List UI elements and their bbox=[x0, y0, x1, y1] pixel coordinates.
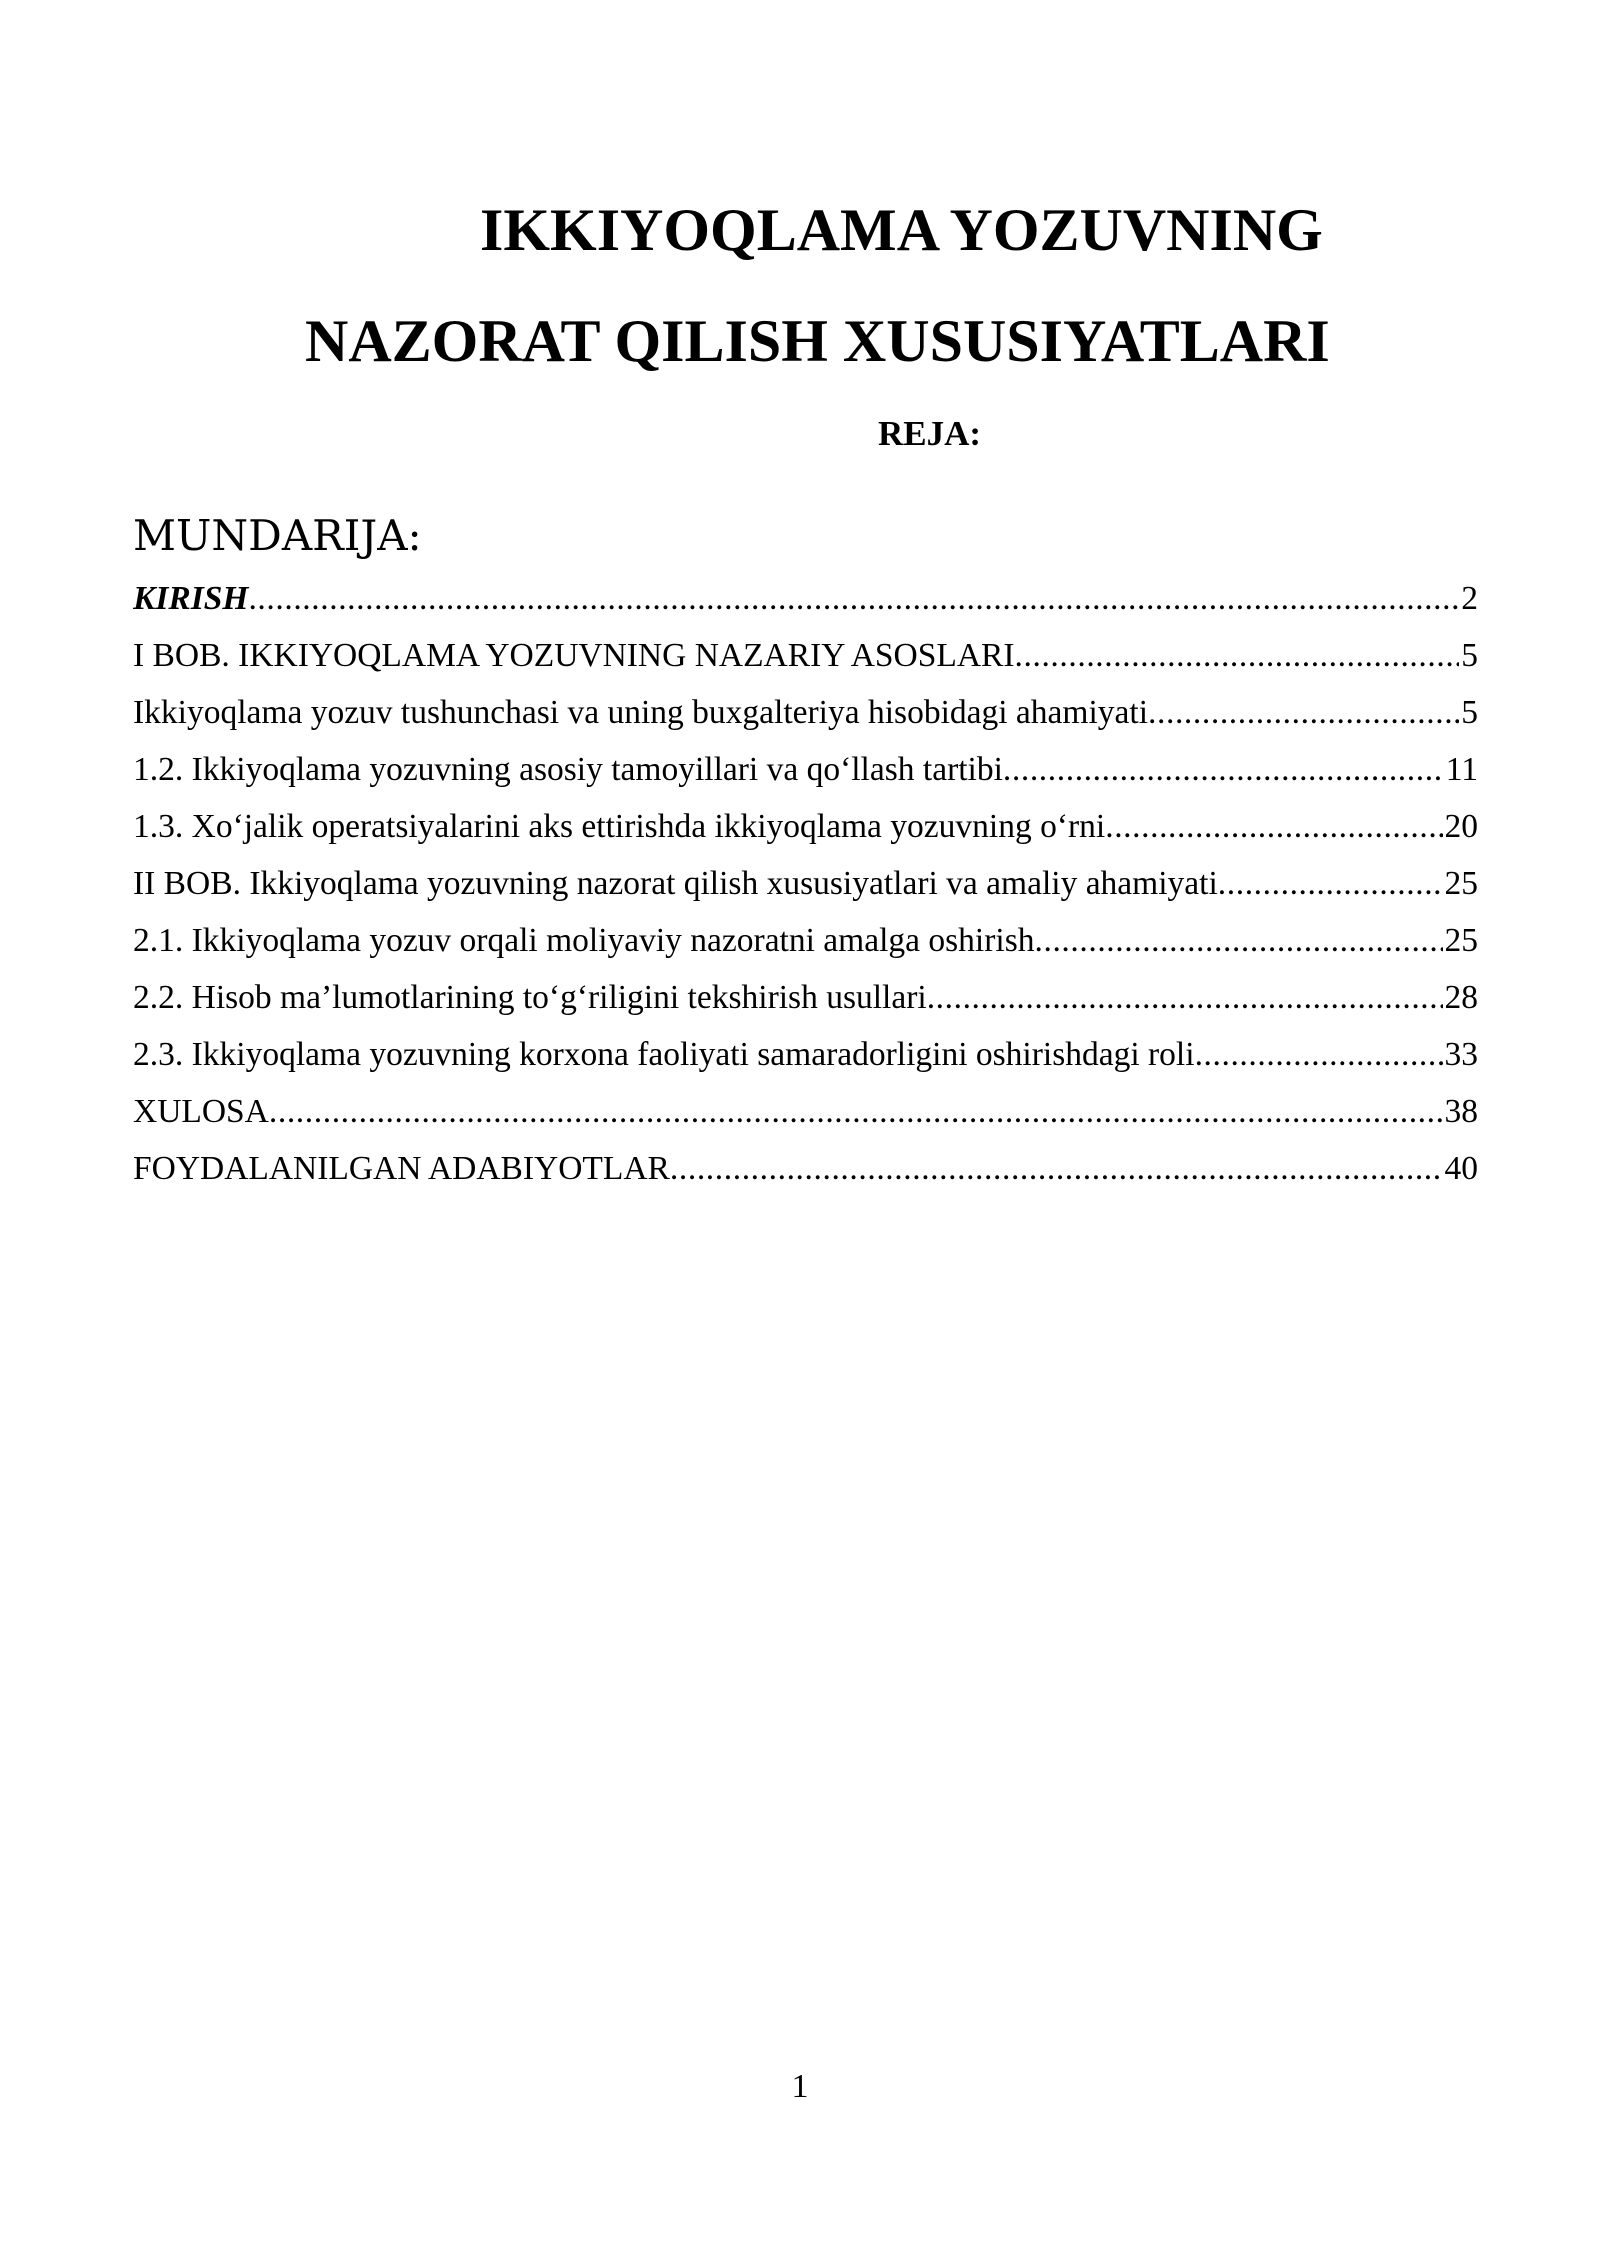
toc-entry-section-2-2[interactable] bbox=[133, 969, 1478, 1026]
toc-entry-label: 2.1. Ikkiyoqlama yozuv orqali moliyaviy nazoratni amalga oshirish bbox=[133, 922, 1035, 959]
toc-entry-chapter-2[interactable] bbox=[133, 855, 1478, 912]
toc-leader-dots bbox=[1195, 1026, 1443, 1083]
toc-entry-page: 28 bbox=[1444, 979, 1478, 1016]
toc-entry-references[interactable] bbox=[133, 1140, 1478, 1197]
toc-leader-dots bbox=[248, 570, 1459, 627]
toc-entry-section-2-3[interactable] bbox=[133, 1026, 1478, 1083]
toc-entry-label: I BOB. IKKIYOQLAMA YOZUVNING NAZARIY ASOSLARI bbox=[133, 637, 1015, 674]
toc-entry-page: 38 bbox=[1444, 1093, 1478, 1130]
toc-entry-page: 33 bbox=[1444, 1036, 1478, 1073]
toc-entry-section-1-2[interactable] bbox=[133, 741, 1478, 798]
toc-entry-page: 5 bbox=[1461, 637, 1478, 674]
toc-entry-label: II BOB. Ikkiyoqlama yozuvning nazorat qilish xususiyatlari va amaliy ahamiyati bbox=[133, 865, 1218, 902]
toc-entry-label: 1.2. Ikkiyoqlama yozuvning asosiy tamoyillari va qo‘llash tartibi bbox=[133, 751, 1003, 788]
toc-entry-page: 20 bbox=[1444, 808, 1478, 845]
toc-entry-page: 25 bbox=[1444, 865, 1478, 902]
toc-entry-page: 40 bbox=[1444, 1150, 1478, 1187]
toc-leader-dots bbox=[1148, 684, 1459, 741]
toc-leader-dots bbox=[269, 1083, 1443, 1140]
toc-entry-kirish[interactable] bbox=[133, 570, 1478, 627]
toc-entry-label: XULOSA bbox=[133, 1093, 269, 1130]
toc-entry-section-1-3[interactable] bbox=[133, 798, 1478, 855]
toc-entry-label: FOYDALANILGAN ADABIYOTLAR bbox=[133, 1150, 670, 1187]
toc-entry-chapter-1[interactable] bbox=[133, 627, 1478, 684]
toc-entry-page: 11 bbox=[1445, 751, 1478, 788]
table-of-contents bbox=[133, 570, 1478, 1197]
toc-entry-label: 2.2. Hisob ma’lumotlarining to‘g‘riligini tekshirish usullari bbox=[133, 979, 927, 1016]
toc-leader-dots bbox=[1218, 855, 1443, 912]
toc-entry-section-2-1[interactable] bbox=[133, 912, 1478, 969]
document-title-line-1: IKKIYOQLAMA YOZUVNING bbox=[480, 197, 1323, 263]
toc-entry-label: KIRISH bbox=[133, 580, 249, 617]
toc-entry-page: 5 bbox=[1461, 694, 1478, 731]
toc-entry-label: 1.3. Xo‘jalik operatsiyalarini aks ettirishda ikkiyoqlama yozuvning o‘rni bbox=[133, 808, 1106, 845]
contents-heading: MUNDARIJA: bbox=[133, 511, 422, 560]
toc-entry-conclusion[interactable] bbox=[133, 1083, 1478, 1140]
toc-entry-section-1-1[interactable] bbox=[133, 684, 1478, 741]
toc-leader-dots bbox=[1003, 741, 1444, 798]
page-number: 1 bbox=[791, 2068, 809, 2105]
toc-leader-dots bbox=[1015, 627, 1460, 684]
toc-leader-dots bbox=[1105, 798, 1442, 855]
toc-entry-label: 2.3. Ikkiyoqlama yozuvning korxona faoliyati samaradorligini oshirishdagi roli bbox=[133, 1036, 1195, 1073]
toc-leader-dots bbox=[1035, 912, 1443, 969]
toc-entry-page: 25 bbox=[1444, 922, 1478, 959]
plan-heading: REJA: bbox=[878, 414, 982, 453]
toc-entry-page: 2 bbox=[1461, 580, 1478, 617]
toc-leader-dots bbox=[670, 1140, 1443, 1197]
toc-entry-label: Ikkiyoqlama yozuv tushunchasi va uning buxgalteriya hisobidagi ahamiyati bbox=[133, 694, 1149, 731]
toc-leader-dots bbox=[927, 969, 1443, 1026]
document-title-line-2: NAZORAT QILISH XUSUSIYATLARI bbox=[305, 308, 1330, 374]
